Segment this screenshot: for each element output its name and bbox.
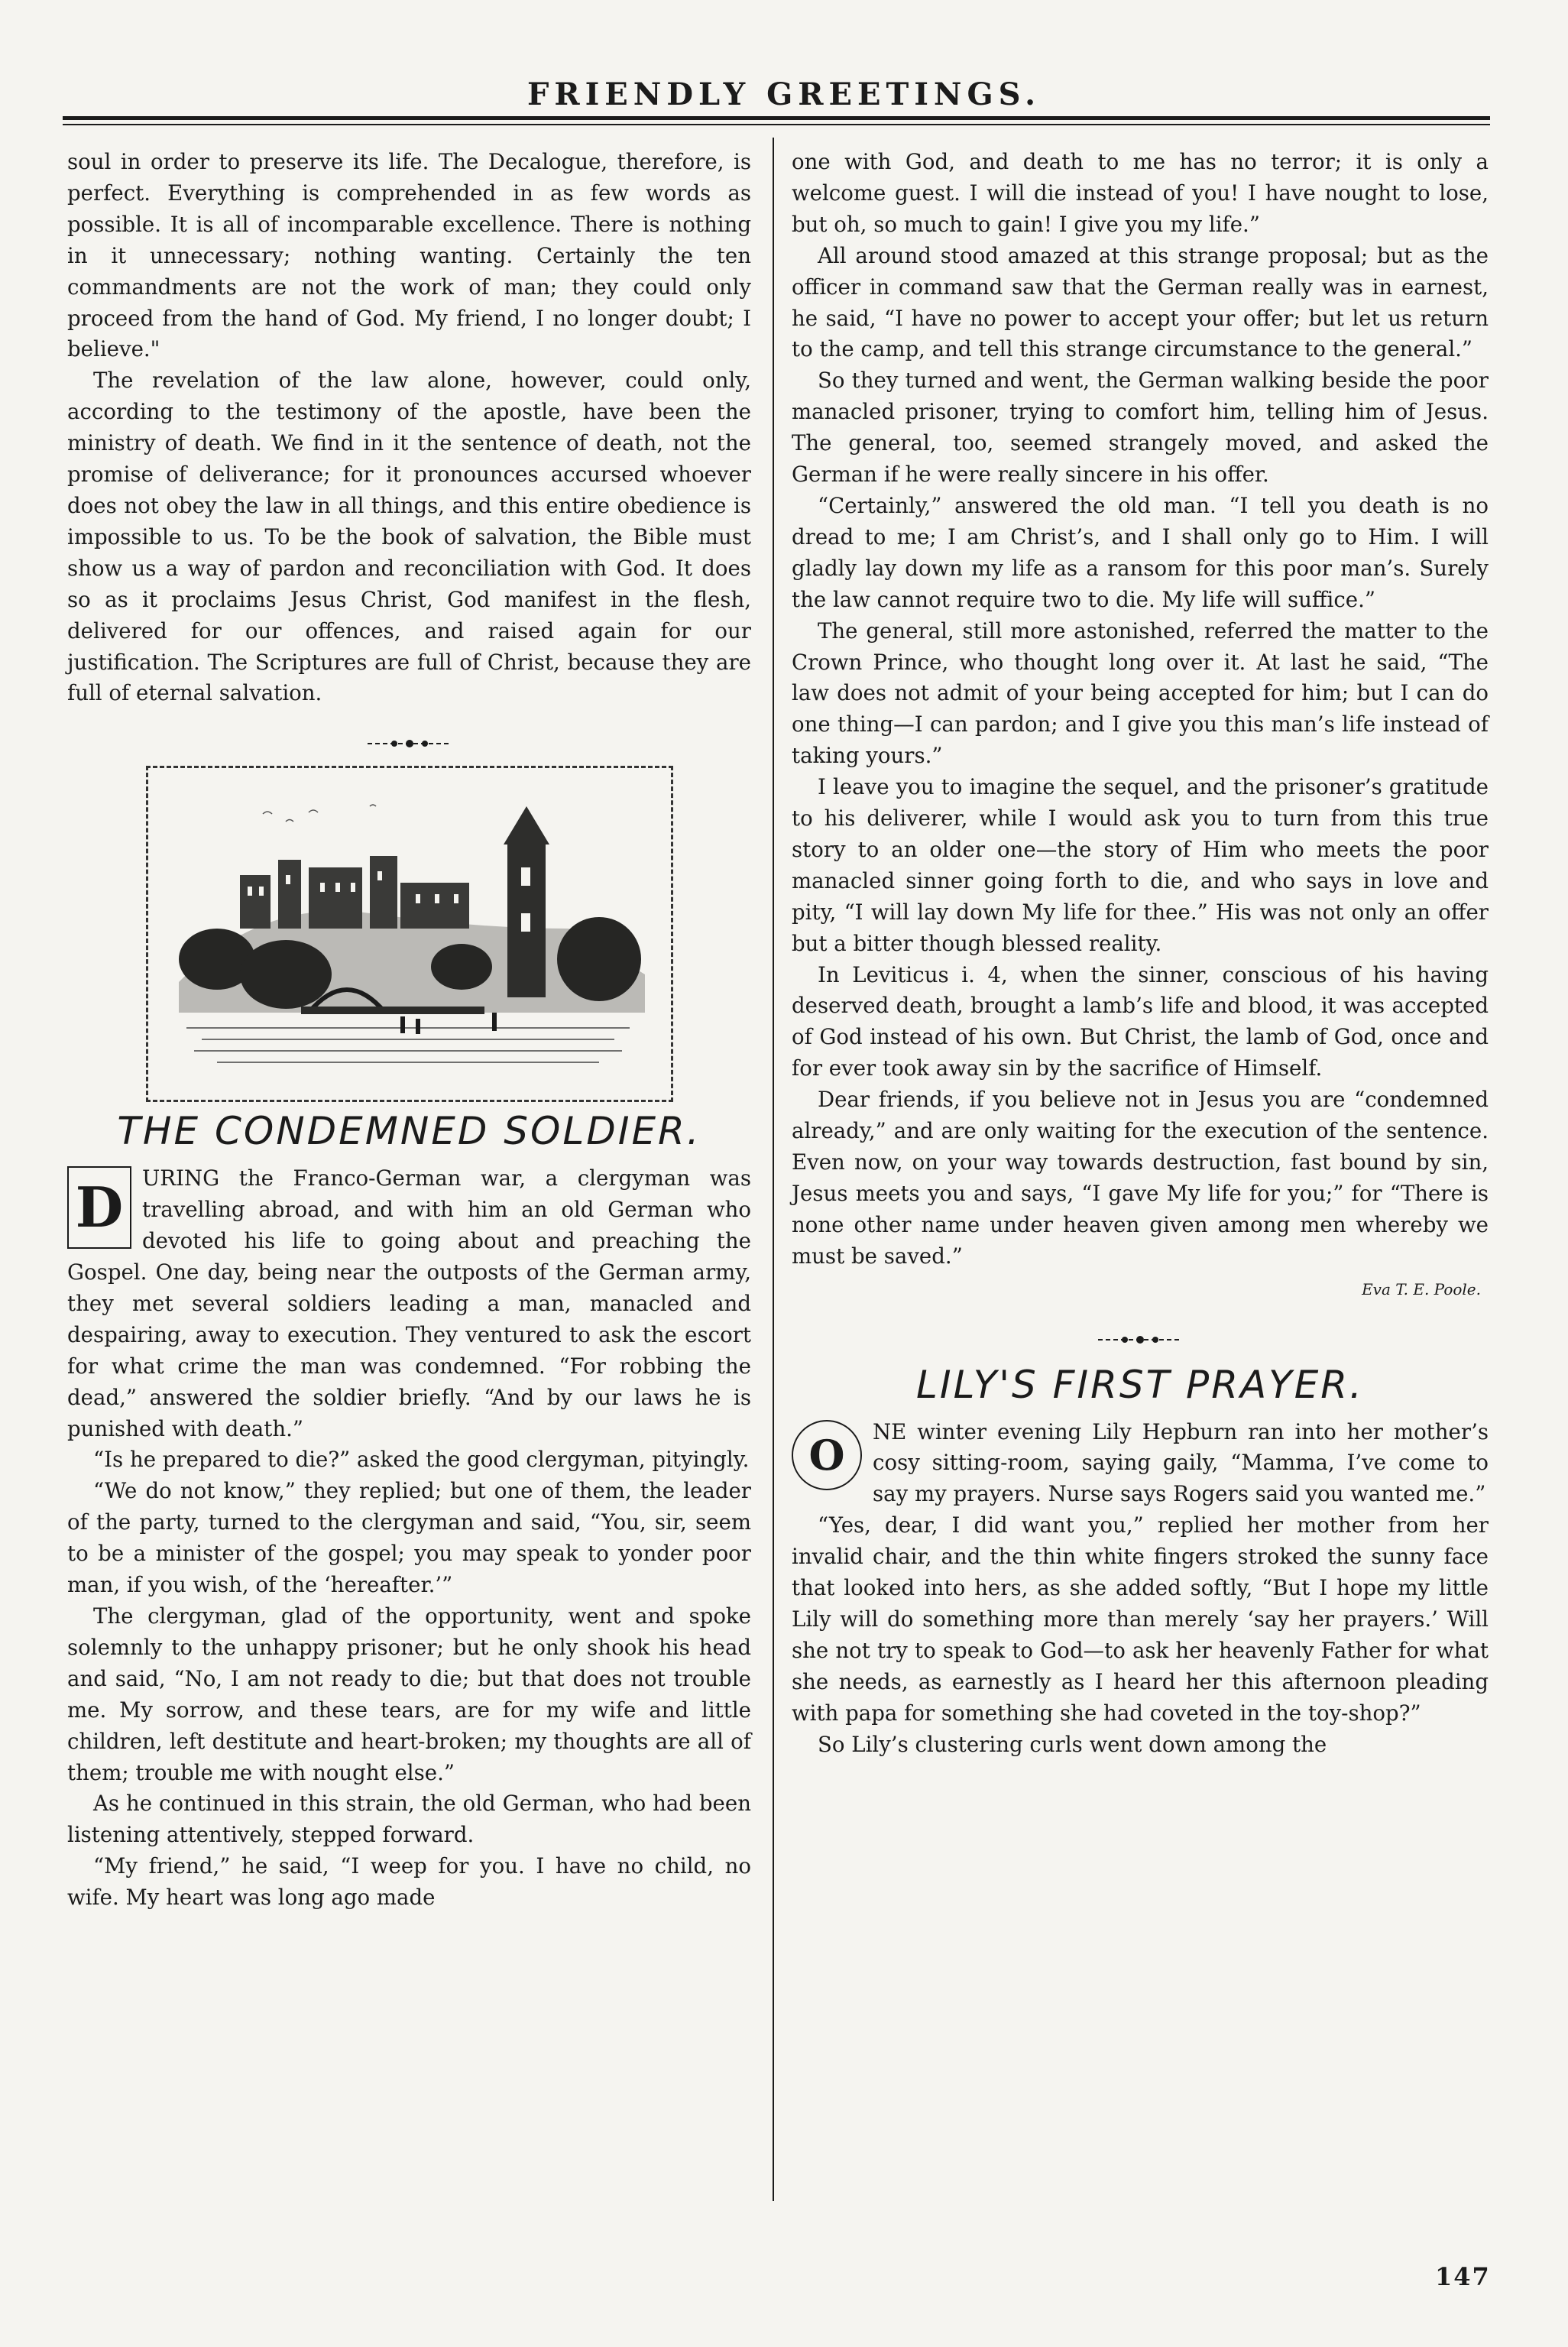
paragraph: “We do not know,” they replied; but one of them, the leader of the party, turned to the clergyman and said, “You, sir, seem to be a minister of the gospel; you may speak to yonder poor man, if you wish, of the ‘hereafter.’” [67, 1478, 751, 1598]
first-word-smallcaps: NE [873, 1418, 907, 1444]
first-word-smallcaps: URING [142, 1165, 220, 1191]
header-rule-thick [63, 116, 1490, 120]
paragraph: one with God, and death to me has no terror; it is only a welcome guest. I will die instead of you! I have nought to lose, but oh, so much to gain! I give you my life.” [792, 149, 1489, 237]
paragraph: The clergyman, glad of the opportunity, went and spoke solemnly to the unhappy prisoner; but he only shook his head and said, “No, I am not ready to die; but that does not trouble me. My sorrow, and these tears, are for my wife and little children, left destitute and heart-broken; my thoughts are all of them; trouble me with nought else.” [67, 1603, 751, 1785]
paragraph: So Lily’s clustering curls went down among the [818, 1731, 1327, 1757]
paragraph: “Certainly,” answered the old man. “I tell you death is no dread to me; I am Christ’s, and I shall only go to Him. I will gladly lay down my life as a ransom for this poor man’s. Surely the law cannot require two to die. My life will suffice.” [792, 492, 1489, 612]
paragraph: soul in order to preserve its life. The Decalogue, therefore, is perfect. Everything is comprehended in as few words as possible. It is all of incomparable excellence. There is nothing in it unnecessary; nothing wanting. Certainly the ten commandments are not the work of man; they could only proceed from the hand of God. My friend, I no longer doubt; I believe." [67, 149, 751, 362]
right-column [792, 147, 1489, 1761]
paragraph: I leave you to imagine the sequel, and the prisoner’s gratitude to his deliverer, while I would ask you to turn from this true story to an older one—the story of Him who meets the poor manacled sinner going forth to die, and who says in love and pity, “I will lay down My life for thee.” His was not only an offer but a bitter though blessed reality. [792, 774, 1489, 956]
article-title-condemned-soldier: THE CONDEMNED SOLDIER. [117, 1109, 701, 1154]
first-paragraph-text: the Franco-German war, a clergyman was travelling abroad, and with him an old German who devoted his life to going about and preaching the Gospel. One day, being near the outposts of the German army, they met several soldiers leading a man, manacled and despairing, away to execution. They ventured to ask the escort for what crime the man was condemned. “For robbing the dead,” answered the soldier briefly. “And by our laws he is punished with death.” [67, 1165, 751, 1441]
first-paragraph-text: winter evening Lily Hepburn ran into her mother’s cosy sitting-room, saying gaily, “Mamma, I’ve come to say my prayers. Nurse says Rogers said you wanted me.” [873, 1418, 1489, 1507]
article-first-paragraph [792, 1417, 1489, 1511]
section-ornament [792, 1325, 1489, 1356]
paragraph: So they turned and went, the German walking beside the poor manacled prisoner, trying to comfort him, telling him of Jesus. The general, too, seemed strangely moved, and asked the German if he were really sincere in his offer. [792, 368, 1489, 488]
paragraph: The general, still more astonished, referred the matter to the Crown Prince, who thought long over it. At last he said, “The law does not admit of your being accepted for him; but I can do one thing—I can pardon; and I give you this man’s life instead of taking yours.” [792, 618, 1489, 769]
castle-engraving-illustration [146, 766, 673, 1102]
paragraph: In Leviticus i. 4, when the sinner, conscious of his having deserved death, brought a lamb’s life and blood, it was accepted of God instead of his own. But Christ, the lamb of God, once and for ever took away sin by the sacrifice of Himself. [792, 961, 1489, 1081]
paragraph: Dear friends, if you believe not in Jesus you are “condemned already,” and are only waiting for the execution of the sentence. Even now, on your way towards destruction, fast bound by sin, Jesus meets you and says, “I gave My life for you;” for “There is none other name under heaven given among men whereby we must be saved.” [792, 1087, 1489, 1269]
author-signature: Eva T. E. Poole. [1362, 1279, 1481, 1298]
article-title-lilys-first-prayer: LILY'S FIRST PRAYER. [916, 1362, 1364, 1407]
dropcap-d: D [67, 1166, 131, 1249]
paragraph: As he continued in this strain, the old German, who had been listening attentively, stepped forward. [67, 1791, 751, 1848]
article-first-paragraph [67, 1163, 751, 1444]
left-column [67, 147, 751, 1914]
dropcap-o: O [792, 1420, 862, 1490]
section-ornament [67, 729, 751, 760]
paragraph: All around stood amazed at this strange proposal; but as the officer in command saw that the German really was in earnest, he said, “I have no power to accept your offer; but let us return to the camp, and tell this strange circumstance to the general.” [792, 242, 1489, 362]
column-divider [773, 138, 774, 2201]
paragraph: “Is he prepared to die?” asked the good clergyman, pityingly. [93, 1447, 750, 1473]
header-rule-thin [63, 124, 1490, 125]
paragraph: “My friend,” he said, “I weep for you. I have no child, no wife. My heart was long ago made [67, 1853, 751, 1911]
paragraph: The revelation of the law alone, however, could only, according to the testimony of the apostle, have been the ministry of death. We find in it the sentence of death, not the promise of deliverance; for it pronounces accursed whoever does not obey the law in all things, and this entire obedience is impossible to us. To be the book of salvation, the Bible must show us a way of pardon and reconciliation with God. It does so as it proclaims Jesus Christ, God manifest in the flesh, delivered for our offences, and raised again for our justification. The Scriptures are full of Christ, because they are full of eternal salvation. [67, 368, 751, 706]
running-header: FRIENDLY GREETINGS. [526, 76, 1042, 112]
paragraph: “Yes, dear, I did want you,” replied her mother from her invalid chair, and the thin white fingers stroked the sunny face that looked into hers, as she added softly, “But I hope my little Lily will do something more than merely ‘say her prayers.’ Will she not try to speak to God—to ask her heavenly Father for what she needs, as earnestly as I heard her this afternoon pleading with papa for something she had coveted in the toy-shop?” [792, 1512, 1489, 1726]
page-number: 147 [1435, 2262, 1491, 2291]
